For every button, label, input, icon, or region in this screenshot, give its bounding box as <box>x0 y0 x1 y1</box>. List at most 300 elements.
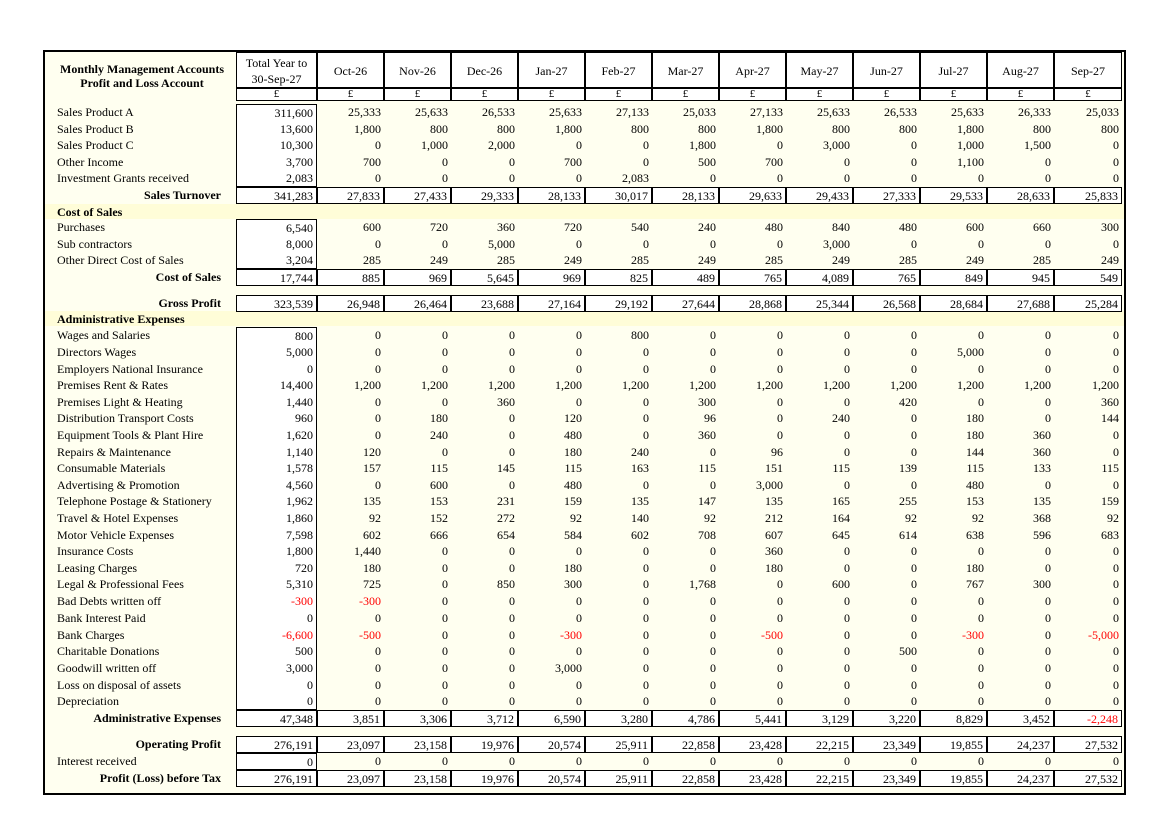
cell-month: 0 <box>375 171 381 185</box>
cell-month: 30,017 <box>585 187 652 204</box>
cell-month: 25,033 <box>1086 105 1119 119</box>
cell-month: 800 <box>430 122 448 136</box>
cell-month: 0 <box>710 478 716 492</box>
column-header-text: Nov-26 <box>399 64 436 78</box>
cell-month: 285 <box>631 253 649 267</box>
cell-month: 0 <box>1113 155 1119 169</box>
cell-total-year: 0 <box>236 361 317 378</box>
cell-month: 0 <box>1113 328 1119 342</box>
cell-month: 180 <box>363 561 381 575</box>
cell-month: 3,000 <box>555 661 582 675</box>
cell-month: 600 <box>430 478 448 492</box>
cell-month: 3,220 <box>853 710 920 727</box>
cell-month: 96 <box>704 411 716 425</box>
cell-month: 700 <box>564 155 582 169</box>
cell-month: 0 <box>576 754 582 768</box>
cell-month: 0 <box>643 237 649 251</box>
cell-month: 92 <box>972 511 984 525</box>
cell-month: 92 <box>570 511 582 525</box>
table-row <box>45 104 1124 121</box>
cell-month: 0 <box>442 594 448 608</box>
table-row <box>45 710 1124 727</box>
cell-month: 25,033 <box>683 105 716 119</box>
cell-month: 0 <box>777 411 783 425</box>
row-label: Investment Grants received <box>57 171 189 185</box>
cell-month: 0 <box>710 754 716 768</box>
cell-total-year: 3,000 <box>236 660 317 677</box>
cell-month: 596 <box>1033 528 1051 542</box>
cell-month: 22,215 <box>786 770 853 787</box>
cell-total-year: 800 <box>236 327 317 344</box>
cell-total-year: 8,000 <box>236 236 317 253</box>
cell-month: 133 <box>1033 461 1051 475</box>
cell-month: 0 <box>1045 411 1051 425</box>
cell-month: 840 <box>832 220 850 234</box>
cell-month: 0 <box>576 544 582 558</box>
cell-month: 0 <box>442 237 448 251</box>
cell-month: 1,200 <box>756 378 783 392</box>
cell-month: 0 <box>643 544 649 558</box>
cell-month: 0 <box>710 171 716 185</box>
cell-total-year: 1,860 <box>236 510 317 527</box>
total-label: Profit (Loss) before Tax <box>99 771 221 785</box>
cell-month: 27,644 <box>652 295 719 312</box>
cell-month: 0 <box>509 678 515 692</box>
cell-month: 0 <box>777 345 783 359</box>
cell-month: 0 <box>777 644 783 658</box>
cell-month: 0 <box>1045 694 1051 708</box>
cell-month: 0 <box>844 678 850 692</box>
cell-month: 969 <box>518 269 585 286</box>
cell-month: 0 <box>978 328 984 342</box>
cell-month: 0 <box>576 345 582 359</box>
cell-month: 0 <box>844 395 850 409</box>
cell-month: 5,441 <box>719 710 786 727</box>
cell-month: 0 <box>1113 171 1119 185</box>
cell-month: 27,133 <box>616 105 649 119</box>
total-label: Operating Profit <box>135 737 221 751</box>
cell-month: 0 <box>1113 661 1119 675</box>
row-label: Motor Vehicle Expenses <box>57 528 175 542</box>
cell-month: 27,133 <box>750 105 783 119</box>
cell-month: 115 <box>430 461 448 475</box>
cell-month: 140 <box>631 511 649 525</box>
table-row <box>45 377 1124 394</box>
cell-month: 0 <box>978 678 984 692</box>
cell-total-year: 500 <box>236 643 317 660</box>
cell-month: 180 <box>966 561 984 575</box>
cell-month: 0 <box>844 561 850 575</box>
cell-month: 0 <box>844 445 850 459</box>
cell-month: 0 <box>509 411 515 425</box>
cell-month: 20,574 <box>518 770 585 787</box>
cell-month: 0 <box>442 661 448 675</box>
cell-month: 1,200 <box>1024 378 1051 392</box>
cell-month: 0 <box>710 328 716 342</box>
cell-total-year: 10,300 <box>236 137 317 154</box>
cell-month: 23,349 <box>853 770 920 787</box>
cell-month: 0 <box>509 155 515 169</box>
column-header-text: Total Year to <box>245 56 308 70</box>
cell-month: 0 <box>1045 611 1051 625</box>
cell-month: 0 <box>1113 644 1119 658</box>
cell-month: 0 <box>710 362 716 376</box>
cell-month: 151 <box>765 461 783 475</box>
cell-month: 720 <box>564 220 582 234</box>
cell-month: 249 <box>966 253 984 267</box>
cell-month: 231 <box>497 494 515 508</box>
cell-month: 144 <box>966 445 984 459</box>
cell-month: 540 <box>631 220 649 234</box>
cell-month: 0 <box>442 628 448 642</box>
cell-month: 0 <box>442 155 448 169</box>
cell-month: 0 <box>777 678 783 692</box>
table-row <box>45 444 1124 461</box>
cell-month: 23,349 <box>853 736 920 753</box>
cell-month: 0 <box>844 611 850 625</box>
cell-month: 29,192 <box>585 295 652 312</box>
table-row <box>45 187 1124 204</box>
cell-month: 0 <box>710 345 716 359</box>
table-row <box>45 311 1124 328</box>
cell-total-year: 0 <box>236 677 317 694</box>
cell-month: 0 <box>710 237 716 251</box>
cell-month: 0 <box>1045 362 1051 376</box>
cell-month: 0 <box>643 345 649 359</box>
currency-unit: £ <box>317 88 384 101</box>
cell-month: 0 <box>710 611 716 625</box>
total-label: Administrative Expenses <box>93 711 221 725</box>
cell-month: 25,633 <box>817 105 850 119</box>
cell-month: 800 <box>832 122 850 136</box>
cell-month: 25,633 <box>415 105 448 119</box>
cell-total-year: 14,400 <box>236 377 317 394</box>
cell-month: 489 <box>652 269 719 286</box>
cell-month: 0 <box>576 594 582 608</box>
cell-month: 0 <box>1113 138 1119 152</box>
table-row <box>45 527 1124 544</box>
cell-month: 240 <box>698 220 716 234</box>
cell-month: 3,280 <box>585 710 652 727</box>
cell-month: 480 <box>899 220 917 234</box>
row-label: Insurance Costs <box>57 544 134 558</box>
cell-month: 3,129 <box>786 710 853 727</box>
cell-month: 0 <box>442 561 448 575</box>
cell-month: 0 <box>509 644 515 658</box>
cell-month: 180 <box>564 445 582 459</box>
cell-month: 0 <box>576 328 582 342</box>
table-row <box>45 736 1124 753</box>
cell-month: 0 <box>710 644 716 658</box>
cell-month: 0 <box>643 661 649 675</box>
table-row <box>45 543 1124 560</box>
cell-month: 115 <box>832 461 850 475</box>
cell-month: 135 <box>1033 494 1051 508</box>
cell-month: 8,829 <box>920 710 987 727</box>
table-row <box>45 560 1124 577</box>
cell-month: 0 <box>1113 678 1119 692</box>
column-header <box>236 52 317 88</box>
cell-month: 135 <box>631 494 649 508</box>
cell-month: 0 <box>643 644 649 658</box>
cell-month: 23,158 <box>384 770 451 787</box>
cell-month: 0 <box>911 694 917 708</box>
row-label: Sales Product C <box>57 138 134 152</box>
cell-month: 0 <box>710 661 716 675</box>
cell-month: 850 <box>497 577 515 591</box>
table-row <box>45 394 1124 411</box>
cell-month: 159 <box>1101 494 1119 508</box>
cell-month: 27,164 <box>518 295 585 312</box>
cell-total-year: 2,083 <box>236 170 317 187</box>
cell-total-year: 1,578 <box>236 460 317 477</box>
row-label: Wages and Salaries <box>57 328 150 342</box>
currency-unit: £ <box>853 88 920 101</box>
cell-month: 0 <box>710 678 716 692</box>
cell-month: -5,000 <box>1088 628 1119 642</box>
cell-month: 360 <box>1101 395 1119 409</box>
cell-month: -300 <box>560 628 582 642</box>
cell-month: 0 <box>777 171 783 185</box>
cell-month: 0 <box>375 754 381 768</box>
cell-month: 0 <box>576 395 582 409</box>
table-row <box>45 660 1124 677</box>
cell-month: 1,800 <box>354 122 381 136</box>
cell-month: 115 <box>564 461 582 475</box>
cell-month: 0 <box>911 661 917 675</box>
cell-month: 120 <box>564 411 582 425</box>
cell-month: 500 <box>899 644 917 658</box>
cell-month: 0 <box>509 561 515 575</box>
cell-month: 800 <box>1033 122 1051 136</box>
cell-month: 0 <box>911 328 917 342</box>
cell-month: 600 <box>966 220 984 234</box>
cell-month: 5,000 <box>488 237 515 251</box>
cell-month: 240 <box>430 428 448 442</box>
cell-month: 0 <box>509 362 515 376</box>
cell-month: 25,911 <box>585 770 652 787</box>
cell-month: 0 <box>509 428 515 442</box>
cell-total-year: 6,540 <box>236 219 317 236</box>
cell-month: 969 <box>384 269 451 286</box>
row-label: Charitable Donations <box>57 644 160 658</box>
cell-month: 0 <box>442 611 448 625</box>
cell-month: 0 <box>643 594 649 608</box>
cell-month: 0 <box>442 544 448 558</box>
row-label: Premises Light & Heating <box>57 395 183 409</box>
cell-month: 602 <box>363 528 381 542</box>
column-header-text: Sep-27 <box>1071 64 1105 78</box>
cell-month: 0 <box>911 411 917 425</box>
currency-unit: £ <box>1054 88 1122 101</box>
row-label: Bad Debts written off <box>57 594 162 608</box>
row-label: Bank Interest Paid <box>57 611 146 625</box>
cell-month: 614 <box>899 528 917 542</box>
cell-month: 0 <box>844 694 850 708</box>
sheet-title-line-1: Monthly Management Accounts <box>60 62 224 76</box>
column-header-text: Dec-26 <box>466 64 503 78</box>
cell-month: 0 <box>509 594 515 608</box>
cell-month: 23,097 <box>317 736 384 753</box>
cell-month: 0 <box>844 754 850 768</box>
cell-month: 0 <box>911 561 917 575</box>
cell-month: 249 <box>832 253 850 267</box>
cell-month: 0 <box>777 661 783 675</box>
cell-month: 300 <box>1033 577 1051 591</box>
cell-month: 0 <box>1045 237 1051 251</box>
cell-total-year: 960 <box>236 410 317 427</box>
cell-month: 180 <box>430 411 448 425</box>
table-row <box>45 576 1124 593</box>
cell-month: 480 <box>564 428 582 442</box>
cell-month: 27,532 <box>1054 770 1122 787</box>
cell-month: 240 <box>832 411 850 425</box>
cell-month: 96 <box>771 445 783 459</box>
cell-month: 0 <box>375 694 381 708</box>
cell-month: 255 <box>899 494 917 508</box>
cell-month: 420 <box>899 395 917 409</box>
column-header-text: Jan-27 <box>535 64 568 78</box>
cell-month: 0 <box>911 544 917 558</box>
cell-month: 0 <box>978 661 984 675</box>
cell-month: 28,868 <box>719 295 786 312</box>
cell-month: 153 <box>966 494 984 508</box>
cell-month: 0 <box>911 237 917 251</box>
cell-month: 1,440 <box>354 544 381 558</box>
currency-unit: £ <box>585 88 652 101</box>
cell-month: 0 <box>844 362 850 376</box>
cell-month: 285 <box>363 253 381 267</box>
cell-month: 29,633 <box>719 187 786 204</box>
cell-month: 0 <box>844 661 850 675</box>
cell-month: 0 <box>375 237 381 251</box>
cell-month: 0 <box>375 678 381 692</box>
cell-month: 0 <box>576 237 582 251</box>
cell-month: 2,083 <box>622 171 649 185</box>
cell-month: 24,237 <box>987 736 1054 753</box>
cell-month: -300 <box>359 594 381 608</box>
table-row <box>45 677 1124 694</box>
cell-month: 135 <box>363 494 381 508</box>
row-label: Employers National Insurance <box>57 362 203 376</box>
cell-month: 249 <box>564 253 582 267</box>
cell-month: 0 <box>643 362 649 376</box>
cell-month: 147 <box>698 494 716 508</box>
cell-month: 20,574 <box>518 736 585 753</box>
cell-month: 945 <box>987 269 1054 286</box>
column-header-text: Jul-27 <box>938 64 969 78</box>
cell-month: 0 <box>1113 345 1119 359</box>
cell-month: 0 <box>643 561 649 575</box>
cell-month: 1,800 <box>957 122 984 136</box>
cell-month: 0 <box>911 138 917 152</box>
row-label: Purchases <box>57 220 105 234</box>
cell-month: 135 <box>765 494 783 508</box>
cell-month: 115 <box>1101 461 1119 475</box>
cell-month: 0 <box>710 594 716 608</box>
cell-month: 272 <box>497 511 515 525</box>
cell-month: 0 <box>710 628 716 642</box>
cell-month: 22,858 <box>652 770 719 787</box>
cell-month: 0 <box>978 395 984 409</box>
cell-month: 249 <box>698 253 716 267</box>
cell-month: 0 <box>777 611 783 625</box>
cell-month: 22,215 <box>786 736 853 753</box>
column-header <box>786 52 853 88</box>
cell-month: 0 <box>442 345 448 359</box>
cell-month: 92 <box>1107 511 1119 525</box>
cell-month: 0 <box>911 445 917 459</box>
cell-month: 0 <box>1045 644 1051 658</box>
row-label: Bank Charges <box>57 628 125 642</box>
cell-month: 115 <box>698 461 716 475</box>
cell-month: 22,858 <box>652 736 719 753</box>
cell-month: 885 <box>317 269 384 286</box>
cell-month: 0 <box>1113 428 1119 442</box>
cell-month: 0 <box>1113 611 1119 625</box>
cell-month: 0 <box>1113 577 1119 591</box>
table-row <box>45 693 1124 710</box>
cell-month: 360 <box>698 428 716 442</box>
cell-month: 1,200 <box>555 378 582 392</box>
cell-month: 115 <box>966 461 984 475</box>
table-row <box>45 510 1124 527</box>
cell-total-year: 323,539 <box>236 295 317 312</box>
currency-unit: £ <box>719 88 786 101</box>
row-label: Goodwill written off <box>57 661 157 675</box>
cell-month: 3,000 <box>756 478 783 492</box>
cell-month: 0 <box>1045 628 1051 642</box>
cell-month: 0 <box>576 694 582 708</box>
cell-month: 0 <box>844 345 850 359</box>
cell-total-year: 276,191 <box>236 770 317 787</box>
cell-month: 24,237 <box>987 770 1054 787</box>
cell-month: 212 <box>765 511 783 525</box>
table-row <box>45 643 1124 660</box>
cell-month: 28,133 <box>518 187 585 204</box>
cell-month: 27,532 <box>1054 736 1122 753</box>
cell-month: 549 <box>1054 269 1122 286</box>
cell-month: 1,200 <box>421 378 448 392</box>
cell-month: 0 <box>375 362 381 376</box>
column-header-text: Aug-27 <box>1002 64 1039 78</box>
row-label: Sub contractors <box>57 237 132 251</box>
cell-month: 19,976 <box>451 770 518 787</box>
cell-month: 0 <box>777 594 783 608</box>
cell-month: 25,633 <box>951 105 984 119</box>
cell-month: 3,851 <box>317 710 384 727</box>
cell-month: 0 <box>978 237 984 251</box>
cell-month: 25,833 <box>1054 187 1122 204</box>
sheet-title-line-2: Profit and Loss Account <box>80 76 204 90</box>
cell-month: 26,533 <box>884 105 917 119</box>
cell-month: 0 <box>509 445 515 459</box>
cell-month: 3,712 <box>451 710 518 727</box>
cell-month: 0 <box>978 594 984 608</box>
cell-month: 1,100 <box>957 155 984 169</box>
cell-month: 0 <box>643 628 649 642</box>
cell-month: 249 <box>430 253 448 267</box>
cell-month: 153 <box>430 494 448 508</box>
row-label: Other Direct Cost of Sales <box>57 253 184 267</box>
cell-month: 0 <box>911 171 917 185</box>
cell-month: 0 <box>978 362 984 376</box>
cell-month: 0 <box>643 411 649 425</box>
cell-total-year: 5,000 <box>236 344 317 361</box>
cell-month: 0 <box>1113 754 1119 768</box>
table-row <box>45 593 1124 610</box>
cell-month: 654 <box>497 528 515 542</box>
